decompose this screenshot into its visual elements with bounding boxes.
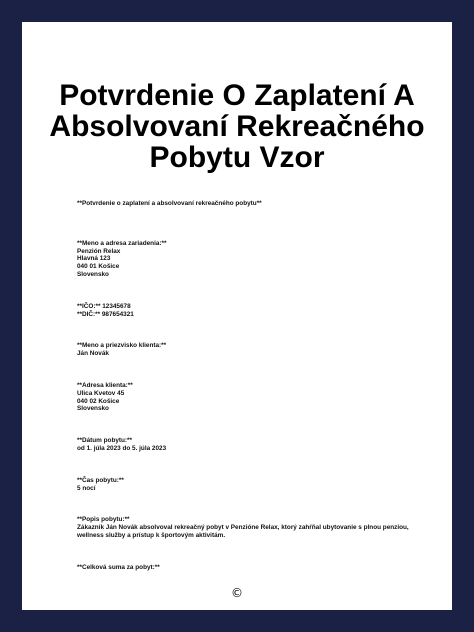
description-block xyxy=(77,516,417,539)
stay-length-value: 5 nocí xyxy=(77,484,96,492)
client-address-country: Slovensko xyxy=(77,405,109,413)
stay-length-block xyxy=(77,477,417,493)
client-address-block xyxy=(77,382,417,413)
client-address-label: **Adresa klienta:** xyxy=(77,381,133,389)
copyright-icon: © xyxy=(231,586,243,600)
total-label: **Celková suma za pobyt:** xyxy=(77,563,160,571)
dic-line: **DIČ:** 987654321 xyxy=(77,310,134,318)
stay-length-label: **Čas pobytu:** xyxy=(77,476,124,484)
facility-city: 040 01 Košice xyxy=(77,263,120,271)
facility-street: Hlavná 123 xyxy=(77,255,111,263)
ico-line: **IČO:** 12345678 xyxy=(77,302,131,310)
ids-block xyxy=(77,303,417,319)
description-label: **Popis pobytu:** xyxy=(77,516,130,524)
facility-country: Slovensko xyxy=(77,270,109,278)
stay-date-label: **Dátum pobytu:** xyxy=(77,437,133,445)
document-title: Potvrdenie O Zaplatení A Absolvovaní Rekreačného Pobytu Vzor xyxy=(49,79,425,174)
facility-label: **Meno a adresa zariadenia:** xyxy=(77,239,167,247)
document-page xyxy=(22,22,452,610)
client-name: Ján Novák xyxy=(77,350,109,358)
document-body xyxy=(77,200,417,572)
facility-name: Penzión Relax xyxy=(77,247,121,255)
description-value: Zákazník Ján Novák absolvoval rekreačný pobyt v Penzióne Relax, ktorý zahŕňal ubytovanie s plnou penziou, wellness služby a prístup k športovým aktivitám. xyxy=(77,524,409,539)
client-block xyxy=(77,342,417,358)
total-block xyxy=(77,564,417,572)
facility-block xyxy=(77,240,417,279)
client-label: **Meno a priezvisko klienta:** xyxy=(77,342,167,350)
intro-block xyxy=(77,200,417,208)
stay-date-block xyxy=(77,437,417,453)
intro-heading: **Potvrdenie o zaplatení a absolvovaní rekreačného pobytu** xyxy=(77,200,262,207)
client-address-city: 040 02 Košice xyxy=(77,397,120,405)
client-address-street: Ulica Kvetov 45 xyxy=(77,389,125,397)
stay-date-value: od 1. júla 2023 do 5. júla 2023 xyxy=(77,444,167,452)
